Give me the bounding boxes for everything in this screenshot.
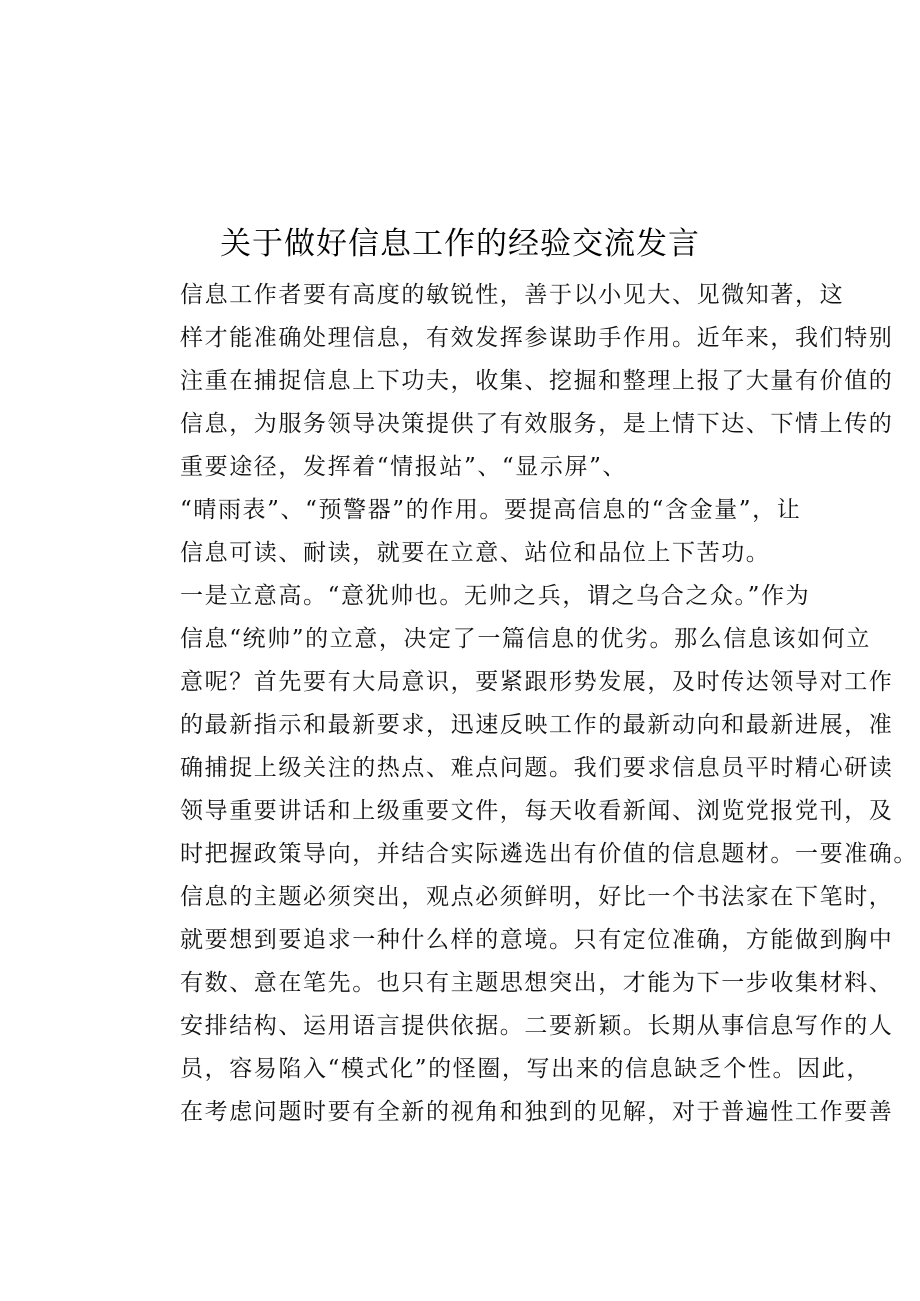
paragraph-line: 的最新指示和最新要求，迅速反映工作的最新动向和最新进展，准 (180, 712, 894, 738)
paragraph-line: 重要途径，发挥着“情报站”、“显示屏”、 (180, 454, 628, 480)
paragraph-line: “晴雨表”、“预警器”的作用。要提高信息的“含金量”，让 (180, 497, 802, 523)
paragraph-point-one (134, 575, 918, 1134)
paragraph-line: 确捕捉上级关注的热点、难点问题。我们要求信息员平时精心研读 (180, 755, 894, 781)
paragraph-line: 安排结构、运用语言提供依据。二要新颖。长期从事信息写作的人 (180, 1013, 894, 1039)
paragraph-line: 信息的主题必须突出，观点必须鲜明，好比一个书法家在下笔时， (180, 884, 894, 910)
paragraph-line: 时把握政策导向，并结合实际遴选出有价值的信息题材。一要准确。 (180, 841, 918, 867)
paragraph-line: 注重在捕捉信息上下功夫，收集、挖掘和整理上报了大量有价值的 (180, 368, 894, 394)
paragraph-line: 有数、意在笔先。也只有主题思想突出，才能为下一步收集材料、 (180, 970, 894, 996)
paragraph-line: 就要想到要追求一种什么样的意境。只有定位准确，方能做到胸中 (180, 927, 894, 953)
paragraph-line: 员，容易陷入“模式化”的怪圈，写出来的信息缺乏个性。因此， (180, 1056, 871, 1082)
paragraph-line: 一是立意高。“意犹帅也。无帅之兵，谓之乌合之众。”作为 (180, 583, 811, 609)
paragraph-line: 信息“统帅”的立意，决定了一篇信息的优劣。那么信息该如何立 (180, 626, 871, 652)
document-title: 关于做好信息工作的经验交流发言 (220, 226, 700, 262)
paragraph-intro (134, 274, 894, 575)
paragraph-line: 信息可读、耐读，就要在立意、站位和品位上下苦功。 (180, 540, 771, 566)
paragraph-line: 信息工作者要有高度的敏锐性，善于以小见大、见微知著，这 (180, 282, 845, 308)
paragraph-line: 样才能准确处理信息，有效发挥参谋助手作用。近年来，我们特别 (180, 325, 894, 351)
paragraph-line: 信息，为服务领导决策提供了有效服务，是上情下达、下情上传的 (180, 411, 894, 437)
paragraph-line: 在考虑问题时要有全新的视角和独到的见解，对于普遍性工作要善 (180, 1099, 894, 1125)
paragraph-line: 意呢？首先要有大局意识，要紧跟形势发展，及时传达领导对工作 (180, 669, 894, 695)
paragraph-line: 领导重要讲话和上级重要文件，每天收看新闻、浏览党报党刊，及 (180, 798, 894, 824)
